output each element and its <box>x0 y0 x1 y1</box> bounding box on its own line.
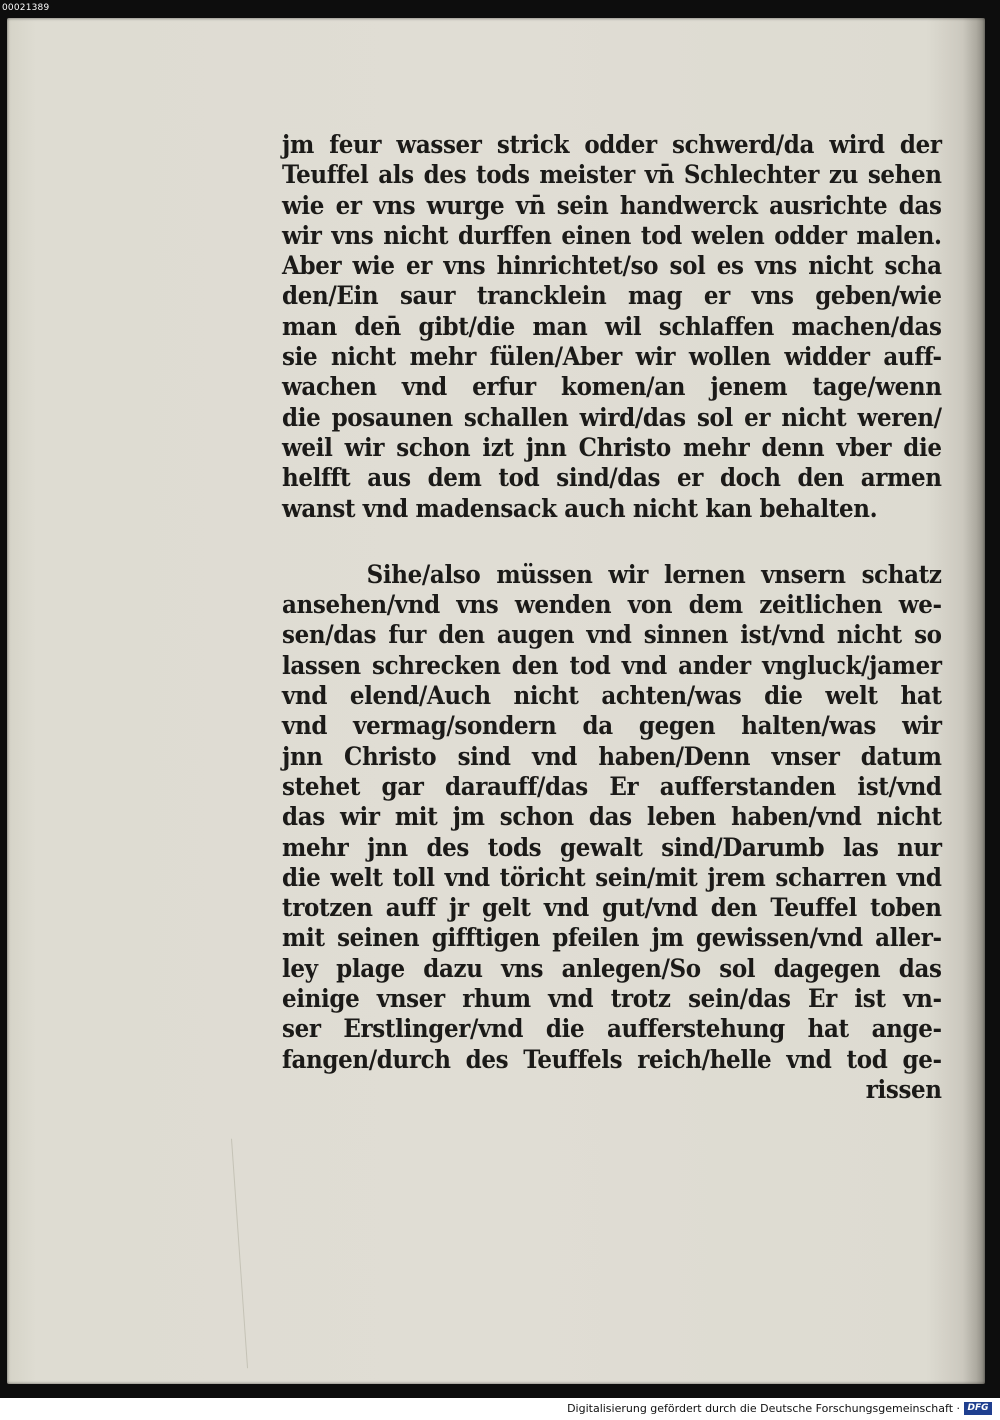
text-line: mit seinen gifftigen pfeilen jm gewissen/vnd aller- <box>282 923 942 953</box>
paragraph-1 <box>282 130 942 524</box>
text-line: sie nicht mehr fülen/Aber wir wollen widder auff- <box>282 342 942 372</box>
text-line: wir vns nicht durffen einen tod welen odder malen. <box>282 220 942 250</box>
funding-notice: Digitalisierung gefördert durch die Deutsche Forschungsgemeinschaft · <box>567 1402 960 1415</box>
text-line: wachen vnd erfur komen/an jenem tage/wenn <box>282 372 942 402</box>
text-line: vnd elend/Auch nicht achten/was die welt hat <box>282 681 942 711</box>
text-line: Sihe/also müssen wir lernen vnsern schatz <box>366 559 942 589</box>
text-line: Teuffel als des tods meister vn̄ Schlechter zu sehen <box>282 160 942 190</box>
text-line: helfft aus dem tod sind/das er doch den armen <box>282 463 942 493</box>
text-line: trotzen auff jr gelt vnd gut/vnd den Teuffel toben <box>282 893 942 923</box>
catchword: rissen <box>865 1074 942 1104</box>
text-line: die welt toll vnd töricht sein/mit jrem scharren vnd <box>282 862 942 892</box>
page-edge-shadow <box>963 18 985 1384</box>
text-line: ley plage dazu vns anlegen/So sol dagegen das <box>282 953 942 983</box>
scan-id-label: 00021389 <box>2 3 50 13</box>
text-line: einige vnser rhum vnd trotz sein/das Er ist vn- <box>282 984 942 1014</box>
text-line: fangen/durch des Teuffels reich/helle vnd tod ge- <box>282 1044 942 1074</box>
text-line: lassen schrecken den tod vnd ander vngluck/jamer <box>282 650 942 680</box>
page-text <box>282 130 942 1105</box>
text-line: wie er vns wurge vn̄ sein handwerck ausrichte das <box>282 190 942 220</box>
text-line: jnn Christo sind vnd haben/Denn vnser datum <box>282 741 942 771</box>
book-page <box>7 18 985 1384</box>
text-line: ansehen/vnd vns wenden von dem zeitlichen we- <box>282 590 942 620</box>
paper-crease <box>231 1138 262 1368</box>
paragraph-2 <box>282 560 942 1105</box>
text-line: wanst vnd madensack auch nicht kan behalten. <box>282 493 878 523</box>
text-line: ser Erstlinger/vnd die aufferstehung hat ange- <box>282 1014 942 1044</box>
text-line: sen/das fur den augen vnd sinnen ist/vnd nicht so <box>282 620 942 650</box>
text-line: die posaunen schallen wird/das sol er nicht weren/ <box>282 402 942 432</box>
text-line: man den̄ gibt/die man wil schlaffen machen/das <box>282 311 942 341</box>
text-line: den/Ein saur trancklein mag er vns geben/wie <box>282 281 942 311</box>
text-line: das wir mit jm schon das leben haben/vnd nicht <box>282 802 942 832</box>
text-line: jm feur wasser strick odder schwerd/da wird der <box>282 130 942 159</box>
text-line: weil wir schon izt jnn Christo mehr denn vber die <box>282 432 942 462</box>
text-line: vnd vermag/sondern da gegen halten/was wir <box>282 711 942 741</box>
text-line: stehet gar darauff/das Er aufferstanden ist/vnd <box>282 771 942 801</box>
text-line: mehr jnn des tods gewalt sind/Darumb las nur <box>282 832 942 862</box>
footer-bar <box>0 1398 1000 1420</box>
text-line: Aber wie er vns hinrichtet/so sol es vns nicht scha <box>282 251 942 281</box>
dfg-logo: DFG <box>964 1402 992 1415</box>
